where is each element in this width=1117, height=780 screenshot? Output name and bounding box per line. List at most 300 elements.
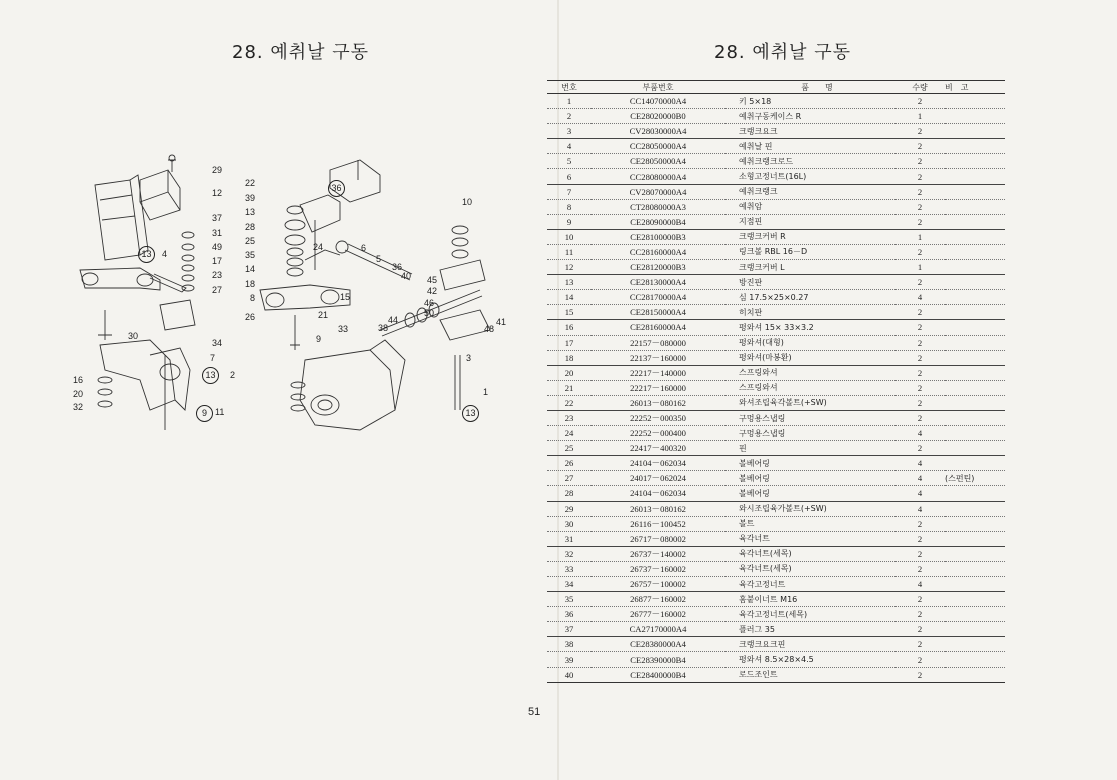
row-part-name: 플러그 35 bbox=[725, 622, 895, 637]
row-qty: 2 bbox=[895, 637, 945, 652]
row-no: 37 bbox=[547, 622, 591, 637]
callout-23: 23 bbox=[212, 270, 223, 280]
row-part-no: 26013－080162 bbox=[591, 501, 725, 516]
table-row bbox=[547, 426, 1005, 441]
row-part-no: CC28080000A4 bbox=[591, 169, 725, 184]
row-qty: 2 bbox=[895, 531, 945, 546]
table-row bbox=[547, 184, 1005, 199]
callout-12: 12 bbox=[212, 188, 223, 198]
row-remark bbox=[945, 622, 1005, 637]
row-remark bbox=[945, 652, 1005, 667]
row-qty: 2 bbox=[895, 154, 945, 169]
row-part-name: 예취크랭크로드 bbox=[725, 154, 895, 169]
row-remark bbox=[945, 229, 1005, 244]
row-remark bbox=[945, 637, 1005, 652]
row-part-no: 26116－100452 bbox=[591, 516, 725, 531]
row-remark bbox=[945, 501, 1005, 516]
table-row bbox=[547, 109, 1005, 124]
row-qty: 4 bbox=[895, 290, 945, 305]
callout-20: 20 bbox=[73, 389, 84, 399]
table-row bbox=[547, 335, 1005, 350]
row-qty: 2 bbox=[895, 561, 945, 576]
row-part-no: CA27170000A4 bbox=[591, 622, 725, 637]
row-qty: 2 bbox=[895, 199, 945, 214]
row-part-name: 스프링와셔 bbox=[725, 365, 895, 380]
row-qty: 4 bbox=[895, 456, 945, 471]
row-remark bbox=[945, 410, 1005, 425]
row-qty: 2 bbox=[895, 275, 945, 290]
row-part-no: CE28130000A4 bbox=[591, 275, 725, 290]
callout-28: 28 bbox=[245, 222, 256, 232]
row-qty: 2 bbox=[895, 184, 945, 199]
callout-25: 25 bbox=[245, 236, 256, 246]
table-row bbox=[547, 214, 1005, 229]
callout-26: 26 bbox=[245, 312, 256, 322]
row-part-name: 평와셔(대형) bbox=[725, 335, 895, 350]
row-qty: 2 bbox=[895, 516, 945, 531]
row-remark bbox=[945, 607, 1005, 622]
circled-ref-13-b: 13 bbox=[202, 367, 219, 384]
callout-9: 9 bbox=[316, 334, 322, 344]
table-row bbox=[547, 380, 1005, 395]
row-no: 38 bbox=[547, 637, 591, 652]
callout-30: 30 bbox=[128, 331, 139, 341]
row-remark bbox=[945, 320, 1005, 335]
row-part-name: 와셔조립육각볼트(+SW) bbox=[725, 395, 895, 410]
row-qty: 1 bbox=[895, 109, 945, 124]
row-no: 34 bbox=[547, 577, 591, 592]
circled-ref-36: 36 bbox=[328, 180, 345, 197]
row-part-no: 22252－000400 bbox=[591, 426, 725, 441]
callout-48: 48 bbox=[484, 324, 495, 334]
row-part-no: CV28030000A4 bbox=[591, 124, 725, 139]
page-title-right: 28. 예취날 구동 bbox=[714, 42, 852, 63]
row-part-name: 예취크랭크 bbox=[725, 184, 895, 199]
row-no: 31 bbox=[547, 531, 591, 546]
row-no: 18 bbox=[547, 350, 591, 365]
table-row bbox=[547, 622, 1005, 637]
callout-39: 39 bbox=[245, 193, 256, 203]
row-part-no: 22157－080000 bbox=[591, 335, 725, 350]
row-part-name: 볼트 bbox=[725, 516, 895, 531]
row-no: 32 bbox=[547, 546, 591, 561]
left-page bbox=[0, 0, 558, 780]
row-part-name: 링크볼 RBL 16－D bbox=[725, 244, 895, 259]
row-no: 35 bbox=[547, 592, 591, 607]
row-remark: (스펀틴) bbox=[945, 471, 1005, 486]
table-row bbox=[547, 577, 1005, 592]
row-remark bbox=[945, 456, 1005, 471]
table-row bbox=[547, 410, 1005, 425]
row-remark bbox=[945, 426, 1005, 441]
callout-13: 13 bbox=[245, 207, 256, 217]
callout-44: 44 bbox=[388, 315, 399, 325]
table-row bbox=[547, 561, 1005, 576]
callout-22: 22 bbox=[245, 178, 256, 188]
parts-table bbox=[547, 80, 1005, 683]
row-no: 23 bbox=[547, 410, 591, 425]
row-part-name: 소형고정너트(16L) bbox=[725, 169, 895, 184]
parts-drawing bbox=[60, 140, 530, 470]
table-row bbox=[547, 199, 1005, 214]
row-part-no: CE28160000A4 bbox=[591, 320, 725, 335]
row-remark bbox=[945, 380, 1005, 395]
row-no: 12 bbox=[547, 260, 591, 275]
row-remark bbox=[945, 244, 1005, 259]
row-part-no: CE28380000A4 bbox=[591, 637, 725, 652]
row-no: 33 bbox=[547, 561, 591, 576]
callout-8: 8 bbox=[250, 293, 256, 303]
row-remark bbox=[945, 139, 1005, 154]
row-remark bbox=[945, 305, 1005, 320]
header-remark: 비 고 bbox=[945, 81, 1005, 94]
row-no: 1 bbox=[547, 94, 591, 109]
table-row bbox=[547, 275, 1005, 290]
row-remark bbox=[945, 516, 1005, 531]
callout-32: 32 bbox=[73, 402, 84, 412]
callout-31: 31 bbox=[212, 228, 223, 238]
row-qty: 2 bbox=[895, 652, 945, 667]
row-part-no: CC28170000A4 bbox=[591, 290, 725, 305]
table-row bbox=[547, 305, 1005, 320]
row-qty: 2 bbox=[895, 410, 945, 425]
row-part-no: 26777－160002 bbox=[591, 607, 725, 622]
row-part-no: 22217－160000 bbox=[591, 380, 725, 395]
row-no: 6 bbox=[547, 169, 591, 184]
table-row bbox=[547, 516, 1005, 531]
row-remark bbox=[945, 124, 1005, 139]
row-part-no: 26717－080002 bbox=[591, 531, 725, 546]
callout-3: 3 bbox=[466, 353, 472, 363]
table-row bbox=[547, 350, 1005, 365]
table-row bbox=[547, 169, 1005, 184]
row-part-no: CE28390000B4 bbox=[591, 652, 725, 667]
callout-33: 33 bbox=[338, 324, 349, 334]
row-qty: 2 bbox=[895, 94, 945, 109]
callout-45: 45 bbox=[427, 275, 438, 285]
row-qty: 2 bbox=[895, 320, 945, 335]
row-part-name: 히치판 bbox=[725, 305, 895, 320]
row-qty: 2 bbox=[895, 139, 945, 154]
table-row bbox=[547, 124, 1005, 139]
row-qty: 2 bbox=[895, 380, 945, 395]
table-row bbox=[547, 290, 1005, 305]
row-part-no: 22137－160000 bbox=[591, 350, 725, 365]
table-row bbox=[547, 546, 1005, 561]
row-no: 10 bbox=[547, 229, 591, 244]
row-no: 22 bbox=[547, 395, 591, 410]
row-part-name: 평와셔 15× 33×3.2 bbox=[725, 320, 895, 335]
row-part-no: CE28400000B4 bbox=[591, 667, 725, 682]
row-part-no: CC14070000A4 bbox=[591, 94, 725, 109]
row-part-name: 와시조립육가볼트(+SW) bbox=[725, 501, 895, 516]
circled-ref-13: 13 bbox=[138, 246, 155, 263]
callout-18: 18 bbox=[245, 279, 256, 289]
row-qty: 2 bbox=[895, 124, 945, 139]
row-remark bbox=[945, 184, 1005, 199]
row-no: 17 bbox=[547, 335, 591, 350]
callout-24: 24 bbox=[313, 242, 324, 252]
table-row bbox=[547, 154, 1005, 169]
header-qty: 수량 bbox=[895, 81, 945, 94]
callout-11: 11 bbox=[215, 407, 225, 417]
row-qty: 2 bbox=[895, 214, 945, 229]
table-row bbox=[547, 471, 1005, 486]
row-no: 29 bbox=[547, 501, 591, 516]
row-part-name: 육각너트(세목) bbox=[725, 546, 895, 561]
table-row bbox=[547, 229, 1005, 244]
row-qty: 2 bbox=[895, 305, 945, 320]
row-remark bbox=[945, 214, 1005, 229]
row-remark bbox=[945, 365, 1005, 380]
row-remark bbox=[945, 109, 1005, 124]
row-part-no: CC28050000A4 bbox=[591, 139, 725, 154]
row-no: 24 bbox=[547, 426, 591, 441]
row-part-no: 22252－000350 bbox=[591, 410, 725, 425]
row-no: 4 bbox=[547, 139, 591, 154]
parts-table-header bbox=[547, 81, 1005, 94]
row-part-name: 홈붙이너트 M16 bbox=[725, 592, 895, 607]
callout-2: 2 bbox=[230, 370, 236, 380]
row-qty: 2 bbox=[895, 592, 945, 607]
callout-34: 34 bbox=[212, 338, 223, 348]
row-part-name: 스프링와셔 bbox=[725, 380, 895, 395]
row-remark bbox=[945, 592, 1005, 607]
row-no: 26 bbox=[547, 456, 591, 471]
header-name: 품 명 bbox=[725, 81, 895, 94]
right-page bbox=[559, 0, 1117, 780]
row-remark bbox=[945, 577, 1005, 592]
row-part-name: 구멍용스냅링 bbox=[725, 410, 895, 425]
circled-ref-13-c: 13 bbox=[462, 405, 479, 422]
row-remark bbox=[945, 561, 1005, 576]
row-part-name: 평와셔 8.5×28×4.5 bbox=[725, 652, 895, 667]
row-remark bbox=[945, 290, 1005, 305]
table-row bbox=[547, 592, 1005, 607]
callout-7: 7 bbox=[210, 353, 216, 363]
callout-37: 37 bbox=[212, 213, 223, 223]
table-row bbox=[547, 667, 1005, 682]
table-row bbox=[547, 260, 1005, 275]
row-part-name: 예취구동케이스 R bbox=[725, 109, 895, 124]
row-part-no: 26877－160002 bbox=[591, 592, 725, 607]
row-part-name: 예취날 핀 bbox=[725, 139, 895, 154]
row-part-no: 26737－140002 bbox=[591, 546, 725, 561]
row-remark bbox=[945, 486, 1005, 501]
row-no: 30 bbox=[547, 516, 591, 531]
row-qty: 2 bbox=[895, 169, 945, 184]
callout-1: 1 bbox=[483, 387, 489, 397]
row-qty: 4 bbox=[895, 426, 945, 441]
callout-16: 16 bbox=[73, 375, 84, 385]
table-row bbox=[547, 531, 1005, 546]
table-row bbox=[547, 652, 1005, 667]
row-part-name: 육각너트(세목) bbox=[725, 561, 895, 576]
row-part-no: CE28090000B4 bbox=[591, 214, 725, 229]
row-part-no: 24104－062034 bbox=[591, 486, 725, 501]
callout-29: 29 bbox=[212, 165, 223, 175]
row-remark bbox=[945, 395, 1005, 410]
row-part-name: 지점핀 bbox=[725, 214, 895, 229]
callout-40: 40 bbox=[401, 271, 412, 281]
row-remark bbox=[945, 667, 1005, 682]
row-qty: 2 bbox=[895, 667, 945, 682]
table-row bbox=[547, 139, 1005, 154]
table-row bbox=[547, 441, 1005, 456]
callout-41: 41 bbox=[496, 317, 507, 327]
table-row bbox=[547, 501, 1005, 516]
row-no: 3 bbox=[547, 124, 591, 139]
row-qty: 2 bbox=[895, 441, 945, 456]
row-no: 28 bbox=[547, 486, 591, 501]
row-no: 5 bbox=[547, 154, 591, 169]
row-no: 21 bbox=[547, 380, 591, 395]
row-remark bbox=[945, 275, 1005, 290]
row-part-no: CE28120000B3 bbox=[591, 260, 725, 275]
row-remark bbox=[945, 260, 1005, 275]
row-no: 9 bbox=[547, 214, 591, 229]
row-no: 15 bbox=[547, 305, 591, 320]
header-part-no: 부품번호 bbox=[591, 81, 725, 94]
row-no: 7 bbox=[547, 184, 591, 199]
row-part-no: 26013－080162 bbox=[591, 395, 725, 410]
row-remark bbox=[945, 531, 1005, 546]
row-part-no: 26757－100002 bbox=[591, 577, 725, 592]
row-remark bbox=[945, 169, 1005, 184]
row-qty: 4 bbox=[895, 501, 945, 516]
callout-42: 42 bbox=[427, 286, 438, 296]
row-no: 36 bbox=[547, 607, 591, 622]
row-remark bbox=[945, 335, 1005, 350]
row-part-name: 예취암 bbox=[725, 199, 895, 214]
row-part-name: 심 17.5×25×0.27 bbox=[725, 290, 895, 305]
table-row bbox=[547, 365, 1005, 380]
row-no: 13 bbox=[547, 275, 591, 290]
row-no: 20 bbox=[547, 365, 591, 380]
row-part-name: 크랭크요크 bbox=[725, 124, 895, 139]
row-qty: 2 bbox=[895, 546, 945, 561]
row-qty: 2 bbox=[895, 244, 945, 259]
row-qty: 4 bbox=[895, 486, 945, 501]
row-part-name: 방진판 bbox=[725, 275, 895, 290]
row-qty: 4 bbox=[895, 471, 945, 486]
row-part-no: 26737－160002 bbox=[591, 561, 725, 576]
row-no: 16 bbox=[547, 320, 591, 335]
row-no: 27 bbox=[547, 471, 591, 486]
row-part-name: 볼베어링 bbox=[725, 486, 895, 501]
table-row bbox=[547, 320, 1005, 335]
row-remark bbox=[945, 94, 1005, 109]
row-qty: 2 bbox=[895, 622, 945, 637]
row-qty: 2 bbox=[895, 350, 945, 365]
row-part-no: CE28150000A4 bbox=[591, 305, 725, 320]
callout-46: 46 bbox=[424, 298, 435, 308]
row-part-name: 크랭크커버 R bbox=[725, 229, 895, 244]
callout-17: 17 bbox=[212, 256, 223, 266]
callout-6: 6 bbox=[361, 243, 367, 253]
table-row bbox=[547, 94, 1005, 109]
row-part-no: CV28070000A4 bbox=[591, 184, 725, 199]
table-row bbox=[547, 637, 1005, 652]
page-title: 28. 예취날 구동 bbox=[232, 42, 370, 63]
row-no: 8 bbox=[547, 199, 591, 214]
row-part-no: 24104－062034 bbox=[591, 456, 725, 471]
callout-50: 50 bbox=[424, 308, 435, 318]
header-no: 번호 bbox=[547, 81, 591, 94]
callout-10: 10 bbox=[462, 197, 473, 207]
row-part-name: 핀 bbox=[725, 441, 895, 456]
row-qty: 2 bbox=[895, 365, 945, 380]
row-part-name: 육각너트 bbox=[725, 531, 895, 546]
row-part-name: 볼베어링 bbox=[725, 456, 895, 471]
row-part-name: 크랭크요크핀 bbox=[725, 637, 895, 652]
row-no: 2 bbox=[547, 109, 591, 124]
row-qty: 1 bbox=[895, 229, 945, 244]
row-no: 40 bbox=[547, 667, 591, 682]
table-row bbox=[547, 607, 1005, 622]
exploded-parts-diagram bbox=[60, 140, 530, 470]
callout-5: 5 bbox=[376, 254, 382, 264]
row-no: 25 bbox=[547, 441, 591, 456]
row-remark bbox=[945, 546, 1005, 561]
row-part-no: CE28050000A4 bbox=[591, 154, 725, 169]
row-part-no: 22417－400320 bbox=[591, 441, 725, 456]
page-number: 51 bbox=[528, 706, 541, 718]
row-part-name: 육각고정너트(세목) bbox=[725, 607, 895, 622]
table-row bbox=[547, 395, 1005, 410]
row-part-name: 볼베어링 bbox=[725, 471, 895, 486]
callout-49: 49 bbox=[212, 242, 223, 252]
row-part-no: CT28080000A3 bbox=[591, 199, 725, 214]
row-qty: 2 bbox=[895, 607, 945, 622]
row-remark bbox=[945, 441, 1005, 456]
callout-4: 4 bbox=[162, 249, 168, 259]
row-no: 14 bbox=[547, 290, 591, 305]
row-remark bbox=[945, 154, 1005, 169]
row-part-no: 24017－062024 bbox=[591, 471, 725, 486]
table-row bbox=[547, 244, 1005, 259]
row-part-name: 구멍용스냅링 bbox=[725, 426, 895, 441]
row-no: 11 bbox=[547, 244, 591, 259]
row-part-no: CE28100000B3 bbox=[591, 229, 725, 244]
row-qty: 1 bbox=[895, 260, 945, 275]
row-part-no: 22217－140000 bbox=[591, 365, 725, 380]
row-remark bbox=[945, 199, 1005, 214]
callout-27: 27 bbox=[212, 285, 223, 295]
row-part-name: 크랭크커버 L bbox=[725, 260, 895, 275]
table-row bbox=[547, 486, 1005, 501]
table-row bbox=[547, 456, 1005, 471]
row-part-no: CE28020000B0 bbox=[591, 109, 725, 124]
row-qty: 4 bbox=[895, 577, 945, 592]
row-qty: 2 bbox=[895, 395, 945, 410]
callout-14: 14 bbox=[245, 264, 256, 274]
row-part-name: 평와셔(마봉환) bbox=[725, 350, 895, 365]
callout-38: 38 bbox=[378, 323, 389, 333]
row-remark bbox=[945, 350, 1005, 365]
circled-ref-9: 9 bbox=[196, 405, 213, 422]
callout-36: 36 bbox=[392, 262, 403, 272]
row-part-name: 로드조인트 bbox=[725, 667, 895, 682]
row-part-name: 육각고정너트 bbox=[725, 577, 895, 592]
callout-15: 15 bbox=[340, 292, 351, 302]
row-qty: 2 bbox=[895, 335, 945, 350]
row-part-no: CC28160000A4 bbox=[591, 244, 725, 259]
callout-21: 21 bbox=[318, 310, 329, 320]
callout-35: 35 bbox=[245, 250, 256, 260]
row-part-name: 키 5×18 bbox=[725, 94, 895, 109]
row-no: 39 bbox=[547, 652, 591, 667]
